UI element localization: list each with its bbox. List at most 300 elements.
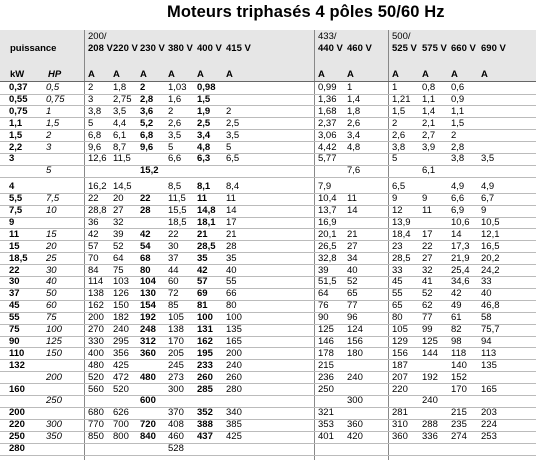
current-value: 113 — [481, 347, 497, 359]
current-value: 195 — [197, 347, 213, 359]
current-value: 114 — [88, 276, 104, 288]
row-hp: 250 — [46, 395, 62, 407]
current-value: 2,7 — [422, 129, 436, 141]
current-value: 425 — [226, 431, 242, 443]
current-value: 1 — [392, 82, 398, 93]
current-value: 130 — [140, 288, 156, 300]
current-value: 253 — [481, 431, 497, 443]
row-hp: 100 — [46, 324, 62, 335]
current-value: 13,9 — [392, 216, 411, 228]
current-value: 125 — [422, 335, 438, 347]
current-value: 425 — [113, 359, 129, 371]
current-value: 680 — [88, 407, 104, 419]
current-value: 2,37 — [318, 117, 337, 129]
current-value: 9 — [481, 205, 487, 216]
current-value: 352 — [197, 407, 213, 419]
current-value: 236 — [318, 371, 334, 383]
current-value: 75 — [113, 264, 124, 276]
current-value: 6,1 — [113, 129, 127, 141]
current-value: 21 — [347, 228, 358, 240]
current-value: 42 — [197, 264, 208, 276]
current-value: 23 — [392, 240, 403, 252]
row-hp: 1,5 — [46, 117, 60, 129]
current-value: 77 — [347, 300, 358, 312]
current-value: 4,42 — [318, 141, 337, 153]
current-value: 2,5 — [197, 117, 211, 129]
unit-header: A — [318, 69, 325, 80]
current-value: 103 — [113, 276, 129, 288]
current-value: 9,6 — [140, 141, 154, 153]
current-value: 70 — [88, 252, 99, 264]
current-value: 76 — [318, 300, 329, 312]
current-value: 3,8 — [392, 141, 406, 153]
current-value: 17 — [226, 216, 237, 228]
row-hp: 350 — [46, 431, 62, 443]
unit-header: A — [113, 69, 120, 80]
voltage-group-label: 433/ — [318, 31, 337, 42]
current-value: 460 — [168, 431, 184, 443]
current-value: 61 — [451, 312, 462, 324]
current-value: 215 — [318, 359, 334, 371]
unit-header: A — [88, 69, 95, 80]
current-value: 20,1 — [318, 228, 337, 240]
unit-header: A — [422, 69, 429, 80]
current-value: 77 — [422, 312, 433, 324]
current-value: 240 — [226, 359, 242, 371]
page-title: Moteurs triphasés 4 pôles 50/60 Hz — [167, 3, 445, 21]
current-value: 125 — [318, 324, 334, 335]
row-kw: 220 — [9, 419, 25, 431]
current-value: 42 — [140, 228, 151, 240]
current-value: 62 — [422, 300, 433, 312]
voltage-header: 440 V — [318, 43, 343, 54]
current-value: 2 — [140, 82, 146, 93]
current-value: 300 — [347, 395, 363, 407]
row-hp: 40 — [46, 276, 57, 288]
current-value: 27 — [422, 252, 433, 264]
current-value: 5 — [392, 153, 398, 165]
current-value: 408 — [168, 419, 184, 431]
current-value: 3,5 — [226, 129, 240, 141]
current-value: 2,6 — [392, 129, 406, 141]
current-value: 0,9 — [451, 93, 465, 105]
current-value: 270 — [88, 324, 104, 335]
current-value: 65 — [392, 300, 403, 312]
current-value: 520 — [88, 371, 104, 383]
current-value: 312 — [140, 335, 156, 347]
current-value: 385 — [226, 419, 242, 431]
current-value: 215 — [451, 407, 467, 419]
current-value: 170 — [168, 335, 184, 347]
current-value: 165 — [481, 383, 497, 395]
current-value: 10,5 — [481, 216, 500, 228]
current-value: 2,8 — [140, 93, 154, 105]
row-kw: 4 — [9, 181, 15, 193]
current-value: 205 — [168, 347, 184, 359]
current-value: 1 — [347, 82, 353, 93]
current-value: 124 — [347, 324, 363, 335]
current-value: 420 — [347, 431, 363, 443]
current-value: 2,6 — [347, 117, 361, 129]
current-value: 1,03 — [168, 82, 187, 93]
current-value: 187 — [392, 359, 408, 371]
current-value: 85 — [168, 300, 179, 312]
current-value: 401 — [318, 431, 334, 443]
current-value: 0,98 — [197, 82, 216, 93]
current-value: 285 — [197, 383, 213, 395]
current-value: 5 — [88, 117, 94, 129]
current-value: 2 — [168, 105, 174, 117]
current-value: 12,1 — [481, 228, 500, 240]
current-value: 154 — [140, 300, 156, 312]
current-value: 770 — [88, 419, 104, 431]
current-value: 260 — [197, 371, 213, 383]
row-hp: 300 — [46, 419, 62, 431]
voltage-header: 415 V — [226, 43, 251, 54]
current-value: 28 — [140, 205, 151, 216]
current-value: 27 — [347, 240, 358, 252]
current-value: 4,8 — [197, 141, 211, 153]
current-value: 356 — [113, 347, 129, 359]
row-kw: 18,5 — [9, 252, 28, 264]
current-value: 3,06 — [318, 129, 337, 141]
row-hp: 1 — [46, 105, 52, 117]
current-value: 165 — [226, 335, 242, 347]
current-value: 131 — [197, 324, 213, 335]
current-value: 224 — [481, 419, 497, 431]
row-hp: 30 — [46, 264, 57, 276]
current-value: 17,3 — [451, 240, 470, 252]
row-kw: 200 — [9, 407, 25, 419]
current-value: 1,8 — [113, 82, 127, 93]
current-value: 90 — [318, 312, 329, 324]
row-hp: 60 — [46, 300, 57, 312]
current-value: 200 — [88, 312, 104, 324]
row-hp: 2 — [46, 129, 52, 141]
current-value: 24,2 — [481, 264, 500, 276]
current-value: 340 — [226, 407, 242, 419]
current-value: 105 — [392, 324, 408, 335]
row-hp: 75 — [46, 312, 57, 324]
current-value: 6,5 — [226, 153, 240, 165]
current-value: 472 — [113, 371, 129, 383]
row-kw: 45 — [9, 300, 20, 312]
row-kw: 22 — [9, 264, 20, 276]
current-value: 8,7 — [113, 141, 127, 153]
current-value: 21 — [197, 228, 208, 240]
current-value: 9 — [422, 193, 428, 205]
current-value: 6,3 — [197, 153, 211, 165]
current-value: 36 — [88, 216, 99, 228]
row-kw: 3 — [9, 153, 15, 165]
current-value: 42 — [88, 228, 99, 240]
voltage-header: 460 V — [347, 43, 372, 54]
current-value: 388 — [197, 419, 213, 431]
current-value: 32 — [113, 216, 124, 228]
current-value: 1,36 — [318, 93, 337, 105]
current-value: 7,9 — [318, 181, 332, 193]
row-kw: 0,75 — [9, 105, 28, 117]
current-value: 7,6 — [347, 165, 361, 177]
current-value: 80 — [392, 312, 403, 324]
current-value: 16,5 — [481, 240, 500, 252]
current-value: 28 — [226, 240, 237, 252]
current-value: 100 — [226, 312, 242, 324]
current-value: 9 — [392, 193, 398, 205]
current-value: 58 — [481, 312, 492, 324]
current-value: 260 — [226, 371, 242, 383]
current-value: 1,6 — [168, 93, 182, 105]
current-value: 99 — [422, 324, 433, 335]
current-value: 600 — [140, 395, 156, 407]
current-value: 8,4 — [226, 181, 240, 193]
row-kw: 9 — [9, 216, 15, 228]
current-value: 57 — [88, 240, 99, 252]
current-value: 360 — [347, 419, 363, 431]
row-hp: 3 — [46, 141, 52, 153]
current-value: 65 — [347, 288, 358, 300]
current-value: 25,4 — [451, 264, 470, 276]
kw-label: kW — [10, 69, 25, 80]
current-value: 1,9 — [197, 105, 211, 117]
current-value: 528 — [168, 443, 184, 454]
current-value: 245 — [168, 359, 184, 371]
current-value: 82 — [451, 324, 462, 335]
current-value: 52 — [113, 240, 124, 252]
current-value: 180 — [347, 347, 363, 359]
row-hp: 7,5 — [46, 193, 60, 205]
current-value: 850 — [88, 431, 104, 443]
voltage-group-label: 200/ — [88, 31, 107, 42]
current-value: 13,7 — [318, 205, 337, 216]
current-value: 1,21 — [392, 93, 411, 105]
current-value: 720 — [140, 419, 156, 431]
current-value: 22 — [422, 240, 433, 252]
current-value: 135 — [481, 359, 497, 371]
current-value: 11,5 — [113, 153, 131, 165]
current-value: 3,4 — [347, 129, 361, 141]
current-value: 280 — [226, 383, 242, 395]
current-value: 288 — [422, 419, 438, 431]
voltage-header: 400 V — [197, 43, 222, 54]
current-value: 235 — [451, 419, 467, 431]
current-value: 240 — [347, 371, 363, 383]
row-divider — [0, 395, 536, 396]
row-hp: 0,5 — [46, 82, 60, 93]
hp-label: HP — [48, 69, 62, 80]
current-value: 1,1 — [422, 93, 436, 105]
current-value: 81 — [197, 300, 208, 312]
current-value: 21 — [226, 228, 237, 240]
current-value: 4,9 — [451, 181, 465, 193]
current-value: 233 — [197, 359, 213, 371]
current-value: 32 — [422, 264, 433, 276]
current-value: 28,8 — [88, 205, 107, 216]
current-value: 2 — [451, 129, 457, 141]
current-value: 27 — [113, 205, 124, 216]
row-kw: 0,37 — [9, 82, 28, 93]
row-kw: 1,5 — [9, 129, 23, 141]
current-value: 10,4 — [318, 193, 337, 205]
row-kw: 280 — [9, 443, 25, 454]
voltage-header: 660 V — [451, 43, 476, 54]
current-value: 162 — [197, 335, 213, 347]
current-value: 8,5 — [168, 181, 182, 193]
current-value: 437 — [197, 431, 213, 443]
current-value: 1,5 — [197, 93, 211, 105]
current-value: 3,5 — [168, 129, 182, 141]
current-value: 14,8 — [197, 205, 216, 216]
voltage-header: 690 V — [481, 43, 506, 54]
current-value: 46,8 — [481, 300, 500, 312]
unit-header: A — [140, 69, 147, 80]
current-value: 52 — [347, 276, 358, 288]
current-value: 274 — [451, 431, 467, 443]
voltage-header: 380 V — [168, 43, 193, 54]
current-value: 51,5 — [318, 276, 337, 288]
current-value: 3,5 — [481, 153, 495, 165]
current-value: 105 — [168, 312, 184, 324]
voltage-header: 208 V — [88, 43, 113, 54]
unit-header: A — [226, 69, 233, 80]
current-value: 35 — [197, 252, 208, 264]
current-value: 3,5 — [113, 105, 127, 117]
current-value: 1,1 — [451, 105, 465, 117]
current-value: 66 — [226, 288, 237, 300]
current-value: 2 — [88, 82, 94, 93]
row-kw: 110 — [9, 347, 25, 359]
current-value: 37 — [168, 252, 179, 264]
current-value: 11 — [422, 205, 432, 216]
current-value: 6,9 — [451, 205, 465, 216]
current-value: 140 — [451, 359, 467, 371]
current-value: 336 — [422, 431, 438, 443]
current-value: 0,99 — [318, 82, 337, 93]
current-value: 360 — [392, 431, 408, 443]
current-value: 0,8 — [422, 82, 436, 93]
row-hp: 15 — [46, 228, 57, 240]
current-value: 2,75 — [113, 93, 132, 105]
voltage-header: 230 V — [140, 43, 165, 54]
unit-header: A — [451, 69, 458, 80]
current-value: 144 — [422, 347, 438, 359]
current-value: 281 — [392, 407, 408, 419]
current-value: 3,4 — [197, 129, 211, 141]
current-value: 4,8 — [347, 141, 361, 153]
current-value: 18,5 — [168, 216, 187, 228]
current-value: 6,6 — [451, 193, 465, 205]
current-value: 330 — [88, 335, 104, 347]
unit-header: A — [347, 69, 354, 80]
current-value: 68 — [140, 252, 151, 264]
current-value: 353 — [318, 419, 334, 431]
current-value: 21,9 — [451, 252, 470, 264]
current-value: 146 — [318, 335, 334, 347]
current-value: 156 — [392, 347, 408, 359]
row-kw: 1,1 — [9, 117, 23, 129]
current-value: 44 — [168, 264, 179, 276]
current-value: 55 — [392, 288, 403, 300]
current-value: 20,2 — [481, 252, 500, 264]
current-value: 33 — [392, 264, 403, 276]
current-value: 34 — [347, 252, 358, 264]
current-value: 300 — [168, 383, 184, 395]
current-value: 6,7 — [481, 193, 495, 205]
current-value: 28,5 — [392, 252, 411, 264]
current-value: 104 — [140, 276, 156, 288]
unit-header: A — [481, 69, 488, 80]
current-value: 20 — [113, 193, 124, 205]
current-value: 5,2 — [140, 117, 154, 129]
current-value: 248 — [140, 324, 156, 335]
voltage-header: 220 V — [113, 43, 138, 54]
current-value: 1,4 — [347, 93, 361, 105]
current-value: 39 — [318, 264, 329, 276]
row-kw: 5,5 — [9, 193, 23, 205]
row-hp: 200 — [46, 371, 62, 383]
current-value: 41 — [422, 276, 433, 288]
current-value: 64 — [113, 252, 124, 264]
voltage-header: 525 V — [392, 43, 417, 54]
row-kw: 160 — [9, 383, 25, 395]
current-value: 15,5 — [168, 205, 187, 216]
row-kw: 250 — [9, 431, 25, 443]
current-value: 54 — [140, 240, 151, 252]
row-divider — [0, 165, 536, 166]
current-value: 1,4 — [422, 105, 436, 117]
current-value: 370 — [168, 407, 184, 419]
row-kw: 55 — [9, 312, 20, 324]
current-value: 15,2 — [140, 165, 159, 177]
current-value: 72 — [168, 288, 179, 300]
current-value: 152 — [451, 371, 467, 383]
current-value: 35 — [226, 252, 237, 264]
current-value: 800 — [113, 431, 129, 443]
current-value: 28,5 — [197, 240, 216, 252]
row-divider — [0, 455, 536, 456]
current-value: 12,6 — [88, 153, 107, 165]
current-value: 2,5 — [226, 117, 240, 129]
current-value: 45 — [392, 276, 403, 288]
current-value: 170 — [451, 383, 467, 395]
current-value: 5 — [226, 141, 232, 153]
current-value: 30 — [168, 240, 179, 252]
current-value: 6,8 — [140, 129, 154, 141]
current-value: 10,6 — [451, 216, 470, 228]
current-value: 2,1 — [422, 117, 436, 129]
row-kw: 0,55 — [9, 93, 28, 105]
row-hp: 150 — [46, 347, 62, 359]
current-value: 8,1 — [197, 181, 211, 193]
current-value: 11 — [197, 193, 208, 205]
current-value: 6,5 — [392, 181, 406, 193]
current-value: 1,8 — [347, 105, 361, 117]
current-value: 64 — [318, 288, 329, 300]
current-value: 3,6 — [140, 105, 154, 117]
current-value: 11,5 — [168, 193, 186, 205]
current-value: 3,9 — [422, 141, 436, 153]
current-value: 360 — [140, 347, 156, 359]
row-divider — [0, 443, 536, 444]
current-value: 100 — [197, 312, 213, 324]
voltage-header: 575 V — [422, 43, 447, 54]
current-value: 34,6 — [451, 276, 470, 288]
current-value: 14 — [347, 205, 358, 216]
current-value: 60 — [168, 276, 179, 288]
current-value: 84 — [88, 264, 99, 276]
row-kw: 75 — [9, 324, 20, 335]
row-kw: 90 — [9, 335, 20, 347]
